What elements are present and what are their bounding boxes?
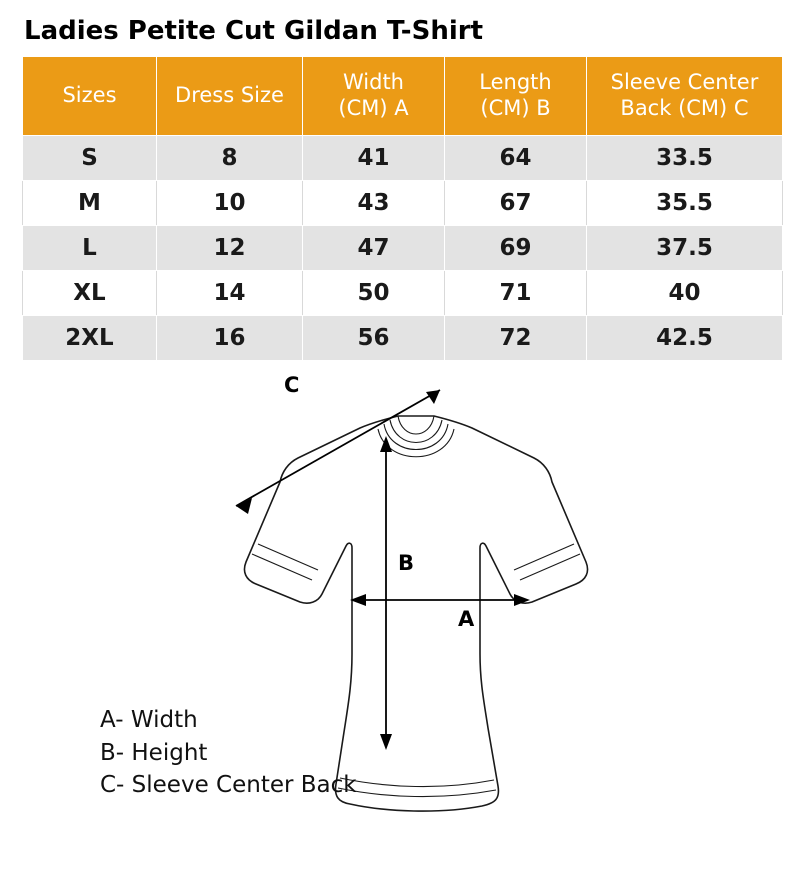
column-header-length-line1: Length xyxy=(479,70,552,95)
legend-item-c: C- Sleeve Center Back xyxy=(100,772,357,799)
column-header-width xyxy=(303,57,445,136)
table-row xyxy=(23,181,783,226)
column-header-dress-size xyxy=(157,57,303,136)
cell-width: 50 xyxy=(303,271,445,316)
column-header-width-line2: (CM) A xyxy=(338,96,409,120)
cell-length: 69 xyxy=(445,226,587,271)
table-body xyxy=(23,136,783,361)
table-row xyxy=(23,136,783,181)
cell-size: 2XL xyxy=(23,316,157,361)
legend-item-b: B- Height xyxy=(100,739,208,766)
diagram-legend xyxy=(100,704,357,802)
cell-dress-size: 8 xyxy=(157,136,303,181)
column-header-width-line1: Width xyxy=(342,70,404,95)
cell-sleeve: 33.5 xyxy=(587,136,783,181)
column-header-length-line2: (CM) B xyxy=(480,96,551,120)
column-header-sleeve-center-back xyxy=(587,57,783,136)
cell-dress-size: 10 xyxy=(157,181,303,226)
cell-size: M xyxy=(23,181,157,226)
measure-a-label: A xyxy=(458,607,475,631)
measure-b-label: B xyxy=(398,551,415,575)
cell-length: 71 xyxy=(445,271,587,316)
cell-size: S xyxy=(23,136,157,181)
cell-width: 56 xyxy=(303,316,445,361)
cell-width: 41 xyxy=(303,136,445,181)
cell-length: 64 xyxy=(445,136,587,181)
column-header-sleeve-line2: Back (CM) C xyxy=(620,96,749,120)
cell-sleeve: 35.5 xyxy=(587,181,783,226)
cell-size: L xyxy=(23,226,157,271)
column-header-dress-size-line1: Dress Size xyxy=(175,83,284,108)
column-header-sizes xyxy=(23,57,157,136)
column-header-length xyxy=(445,57,587,136)
page-title: Ladies Petite Cut Gildan T-Shirt xyxy=(24,16,483,46)
table-row xyxy=(23,226,783,271)
table-row xyxy=(23,271,783,316)
cell-width: 47 xyxy=(303,226,445,271)
cell-length: 72 xyxy=(445,316,587,361)
cell-sleeve: 40 xyxy=(587,271,783,316)
measure-c-label: C xyxy=(284,373,300,397)
column-header-sleeve-line1: Sleeve Center xyxy=(610,70,759,95)
table-header-row xyxy=(23,57,783,136)
table-header xyxy=(23,57,783,136)
cell-sleeve: 37.5 xyxy=(587,226,783,271)
cell-dress-size: 14 xyxy=(157,271,303,316)
cell-length: 67 xyxy=(445,181,587,226)
cell-dress-size: 16 xyxy=(157,316,303,361)
cell-sleeve: 42.5 xyxy=(587,316,783,361)
legend-item-a: A- Width xyxy=(100,707,198,733)
cell-size: XL xyxy=(23,271,157,316)
cell-width: 43 xyxy=(303,181,445,226)
cell-dress-size: 12 xyxy=(157,226,303,271)
column-header-sizes-line1: Sizes xyxy=(62,83,117,108)
size-chart-table xyxy=(22,56,783,361)
